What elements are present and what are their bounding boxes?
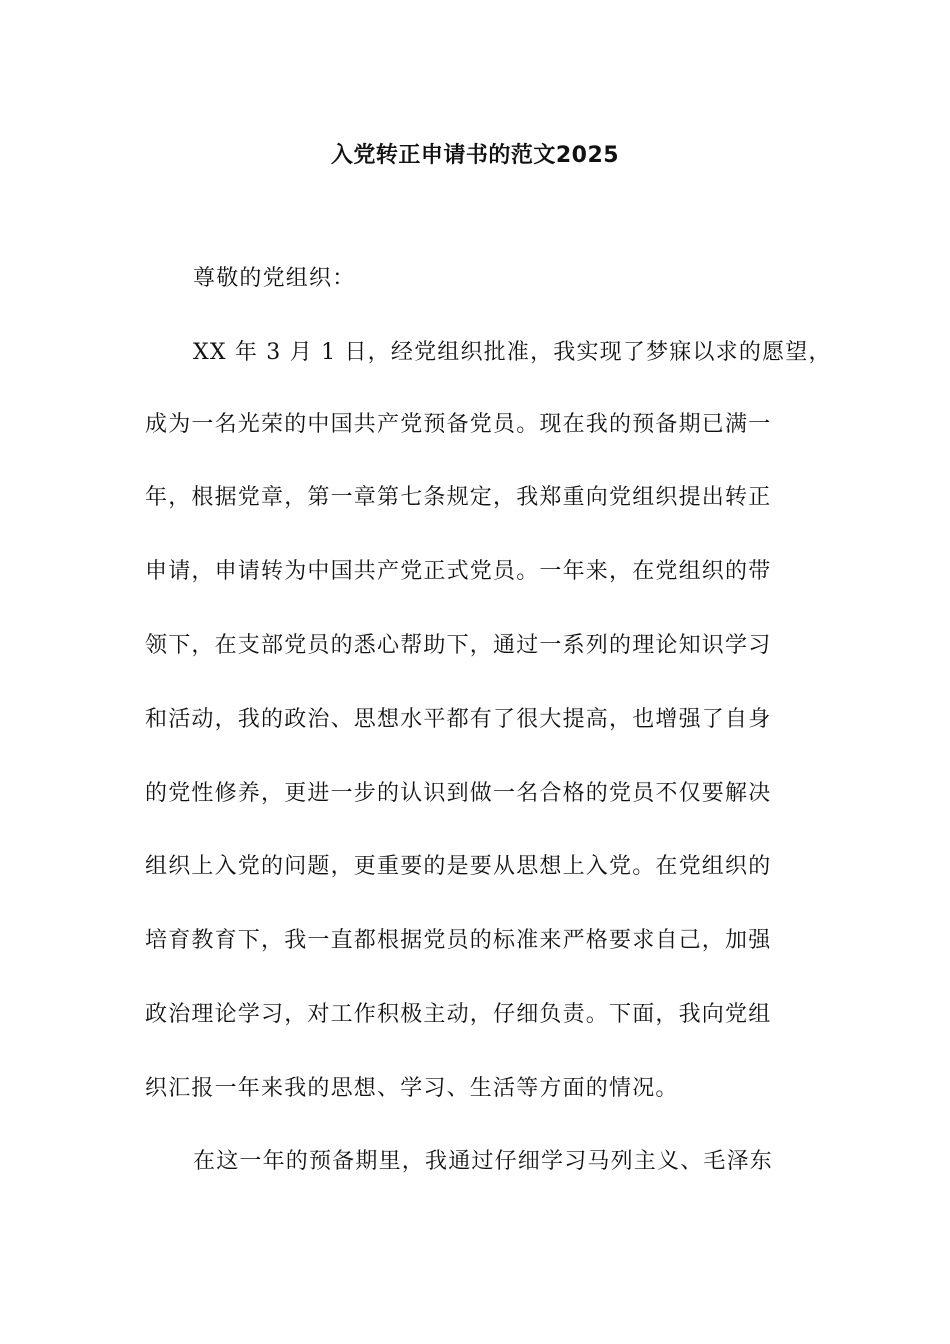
salutation: 尊敬的党组织： — [193, 266, 356, 291]
paragraph-line: 在这一年的预备期里，我通过仔细学习马列主义、毛泽东 — [193, 1149, 774, 1174]
paragraph-line: 培育教育下，我一直都根据党员的标准来严格要求自己，加强 — [145, 928, 772, 953]
paragraph-line: 和活动，我的政治、思想水平都有了很大提高，也增强了自身 — [145, 707, 772, 732]
paragraph-line: 织汇报一年来我的思想、学习、生活等方面的情况。 — [145, 1076, 679, 1101]
paragraph-line: 组织上入党的问题，更重要的是要从思想上入党。在党组织的 — [145, 854, 772, 879]
paragraph-line: 成为一名光荣的中国共产党预备党员。现在我的预备期已满一 — [145, 412, 772, 437]
paragraph-line: 年，根据党章，第一章第七条规定，我郑重向党组织提出转正 — [145, 485, 772, 510]
paragraph-line: 申请，申请转为中国共产党正式党员。一年来，在党组织的带 — [145, 559, 772, 584]
paragraph-line: XX 年 3 月 1 日，经党组织批准，我实现了梦寐以求的愿望， — [193, 340, 832, 365]
paragraph-line: 领下，在支部党员的悉心帮助下，通过一系列的理论知识学习 — [145, 633, 772, 658]
document-title: 入党转正申请书的范文2025 — [330, 143, 620, 168]
paragraph-line: 政治理论学习，对工作积极主动，仔细负责。下面，我向党组 — [145, 1002, 772, 1027]
paragraph-line: 的党性修养，更进一步的认识到做一名合格的党员不仅要解决 — [145, 781, 772, 806]
